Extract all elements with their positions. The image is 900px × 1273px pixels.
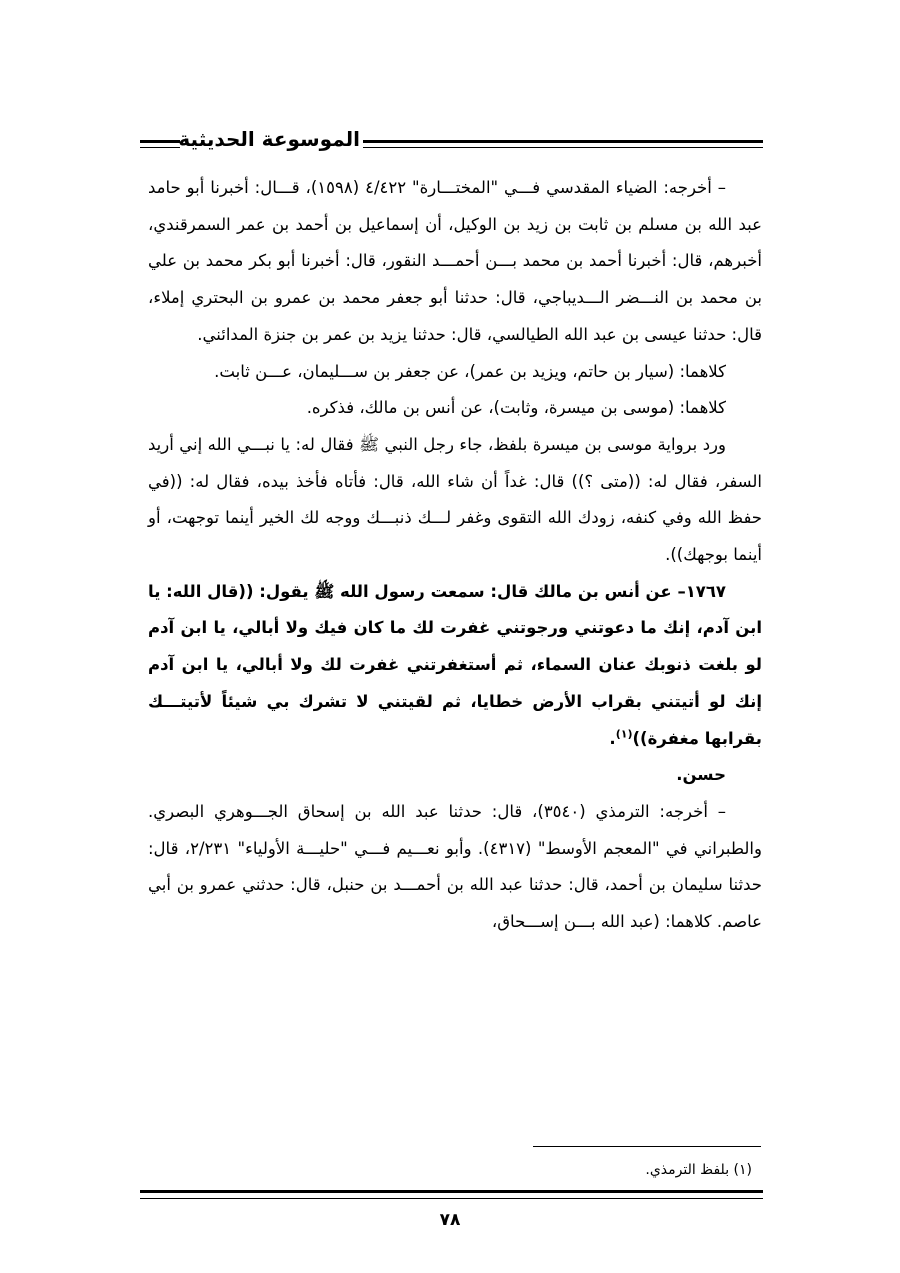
header-title: الموسوعة الحديثية [178, 127, 360, 151]
takhrij-paragraph-1: – أخرجه: الضياء المقدسي فـــي "المختـــارة" ٤/٤٢٢ (١٥٩٨)، قـــال: أخبرنا أبو حامد عبد الله بن مسلم بن ثابت بن زيد بن الوكيل، أن إسماعيل بن أحمد بن عمر السمرقندي، أخبرهم، قال: أخبرنا أحمد بن محمد بـــن أحمـــد النقور، قال: أخبرنا أبو بكر محمد بن علي بن محمد بن النـــضر الـــديباجي، قال: حدثنا أبو جعفر محمد بن عمرو بن البحتري إملاء، قال: حدثنا عيسى بن عبد الله الطيالسي، قال: حدثنا يزيد بن عمر بن جنزة المدائني. [148, 178, 762, 344]
hadith-end-mark: . [609, 728, 616, 748]
running-header [140, 122, 763, 158]
chain-paragraph-1: كلاهما: (سيار بن حاتم، ويزيد بن عمر)، عن جعفر بن ســـليمان، عـــن ثابت. [214, 361, 726, 381]
header-rule-right [363, 140, 763, 148]
hadith-grade: حسن. [676, 765, 726, 785]
page-number: ٧٨ [439, 1210, 461, 1230]
hadith-paragraph [148, 574, 762, 758]
chain-paragraph-2: كلاهما: (موسى بن ميسرة، وثابت)، عن أنس بن مالك، فذكره. [306, 398, 726, 418]
footnote-separator [533, 1146, 761, 1147]
header-rule-left [140, 140, 180, 148]
body-text [148, 170, 762, 941]
hadith-text: ١٧٦٧– عن أنس بن مالك قال: سمعت رسول الله ﷺ يقول: ((قال الله: يا ابن آدم، إنك ما دعوتني ورجوتني غفرت لك ما كان فيك ولا أبالي، يا ابن آدم لو بلغت ذنوبك عنان السماء، ثم أستغفرتني غفرت لك ولا أبالي، يا ابن آدم إنك لو أتيتني بقراب الأرض خطايا، ثم لقيتني لا تشرك بي شيئاً لأتيتـــك بقرابها مغفرة)) [148, 581, 762, 748]
takhrij-paragraph-2: – أخرجه: الترمذي (٣٥٤٠)، قال: حدثنا عبد الله بن إسحاق الجـــوهري البصري. والطبراني في "المعجم الأوسط" (٤٣١٧). وأبو نعـــيم فـــي "حليـــة الأولياء" ٢/٢٣١، قال: حدثنا سليمان بن أحمد، قال: حدثنا عبد الله بن أحمـــد بن حنبل، قال: حدثني عمرو بن أبي عاصم. كلاهما: (عبد الله بـــن إســـحاق، [148, 801, 762, 932]
variant-paragraph: ورد برواية موسى بن ميسرة بلفظ، جاء رجل النبي ﷺ فقال له: يا نبـــي الله إني أريد السفر، فقال له: ((متى ؟)) قال: غداً أن شاء الله، قال: فأتاه فأخذ بيده، فقال له: ((في حفظ الله وفي كنفه، زودك الله التقوى وغفر لـــك ذنبـــك ووجه لك الخير أينما توجهت، أو أينما بوجهك)). [148, 434, 762, 565]
footer-rule [140, 1190, 763, 1199]
footnote: (١) بلفظ الترمذي. [645, 1162, 752, 1178]
footnote-reference[interactable]: (١) [615, 727, 633, 741]
